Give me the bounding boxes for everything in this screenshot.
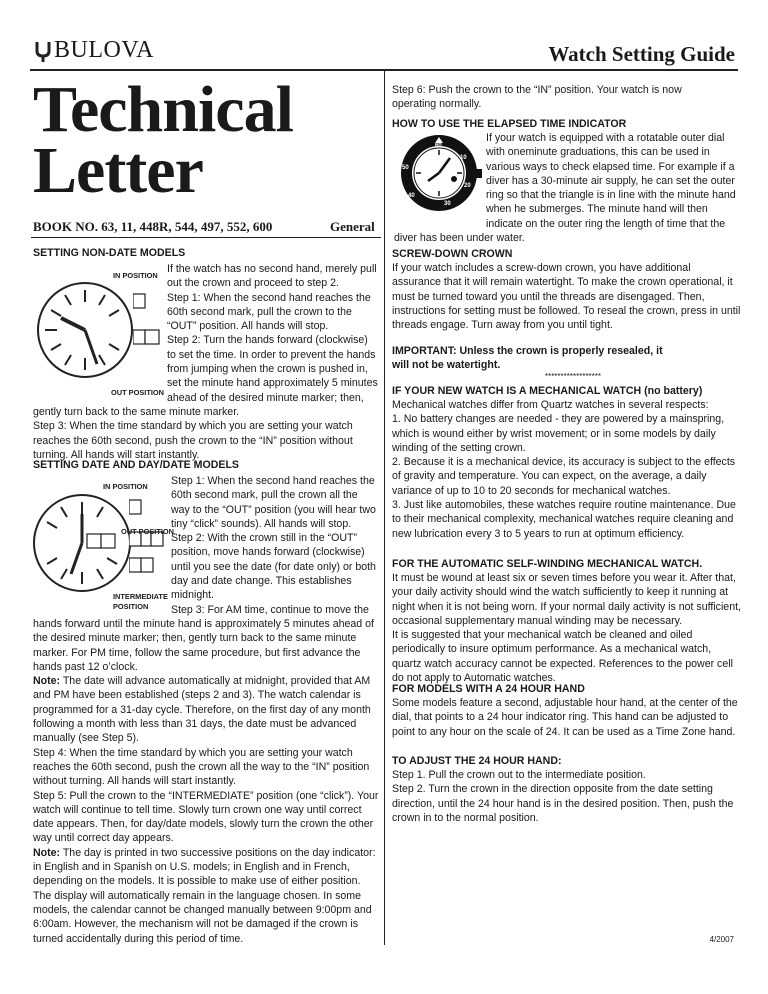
nondate-intro: If the watch has no second hand, merely pull out the crown and proceed to step 2. [167, 263, 377, 290]
category-label: General [330, 219, 375, 234]
date-note-2-text: The day is printed in two successive positions on the day indicator: in English and in Spanish on U.S. models; in English and in French, depending on the models. It is possible to make use of either position. The display will automatically remain in the language chosen. In some models, the calendar cannot be changed manually between 9:00pm and 6:00am. However, the mechanism will not be damaged if the crown is turned accidentally during this period of time. [33, 846, 376, 945]
date-heading: SETTING DATE AND DAY/DATE MODELS [33, 459, 239, 471]
elapsed-figure [392, 131, 486, 221]
hand24-section [392, 682, 742, 739]
date-inter-label-1: INTERMEDIATE [113, 592, 168, 601]
screw-heading: SCREW-DOWN CROWN [392, 248, 513, 260]
elapsed-text: If your watch is equipped with a rotatable outer dial with oneminute graduations, this can be used in various ways to check elapsed time. For example if a diver has a 30-minute air supply, he can set the outer ring so that the triangle is in line with the minute hand when he submerges. The minute hand will then indicate on the outer ring the length of time that the diver has been under water. [394, 132, 736, 245]
bezel-number-50: 50 [402, 165, 409, 171]
nondate-out-label: OUT POSITION [111, 388, 164, 397]
adjust-heading: TO ADJUST THE 24 HOUR HAND: [392, 755, 562, 767]
bezel-number-20: 20 [464, 183, 471, 189]
screw-text: If your watch includes a screw-down crown, you have additional assurance that it will remain watertight. To make the crown operational, it must be turned toward you until the threads are disengaged. Then, instructions for setting must be followed. To reseal the crown, press in until threads engage. Turn away from you until tight. [392, 262, 741, 332]
nondate-step-3: Step 3: When the time standard by which you are setting your watch reaches the 60th second, push the crown to the “IN” position without turning. All hands will start instantly. [33, 420, 353, 461]
nondate-in-label: IN POSITION [113, 271, 158, 280]
date-inter-label-2: POSITION [113, 602, 149, 611]
elapsed-section [392, 117, 740, 245]
date-figure [33, 472, 174, 614]
date-section [33, 458, 379, 946]
bezel-number-60: 60 [435, 143, 442, 149]
step-6: Step 6: Push the crown to the “IN” position. Your watch is now operating normally. [392, 84, 682, 111]
elapsed-heading: HOW TO USE THE ELAPSED TIME INDICATOR [392, 118, 627, 130]
date-crown-diagram [129, 496, 169, 576]
bezel-number-40: 40 [408, 193, 415, 199]
date-step-1: Step 1: When the second hand reaches the 60th second mark, pull the crown all the way to the “OUT” position (you will hear two tiny “click” sounds). All hands will stop. [171, 475, 376, 530]
book-rule [31, 237, 381, 238]
important-line-1: IMPORTANT: Unless the crown is properly resealed, it [392, 345, 663, 357]
masthead-line-1: Technical [33, 73, 293, 146]
technical-letter-masthead [33, 73, 293, 207]
automatic-para-1: It must be wound at least six or seven times before you wear it. After that, your daily activity should wind the watch sufficiently to keep it running at night when it is not being worn. If your normal daily activity is not sufficient, occasional supplementary manual winding may be necessary. [392, 572, 741, 627]
mechanical-section [392, 384, 742, 541]
important-stars: ****************** [544, 372, 602, 381]
date-step-4: Step 4: When the time standard by which you are setting your watch reaches the 60th second, push the crown all the way to the “IN” position without turning. All hands will start instantly. [33, 746, 370, 788]
date-in-label: IN POSITION [103, 482, 148, 491]
hand24-text: Some models feature a second, adjustable hour hand, at the center of the dial, that points to a 24 hour indicator ring. This hand can be adjusted to point to any hour on the scale of 24. It can be used as a Time Zone hand. [392, 697, 738, 738]
bezel-number-10: 10 [460, 155, 467, 161]
date-note-1-label: Note: [33, 675, 61, 688]
adjust-text [392, 768, 742, 825]
footer-date: 4/2007 [709, 935, 734, 944]
mechanical-point-1: 1. No battery changes are needed - they are powered by a mainspring, which is wound either by wrist movement; or in some models by daily winding of the setting crown. [392, 413, 725, 454]
adjust-step-1: Step 1. Pull the crown out to the intermediate position. [392, 769, 646, 781]
date-note-2 [33, 846, 379, 946]
nondate-step-1: Step 1: When the second hand reaches the 60th second mark, pull the crown to the “OUT” position. All hands will stop. [167, 291, 371, 333]
automatic-text [392, 571, 742, 685]
masthead-line-2: Letter [33, 134, 203, 207]
automatic-heading: FOR THE AUTOMATIC SELF-WINDING MECHANICAL WATCH. [392, 558, 703, 570]
date-note-2-label: Note: [33, 846, 61, 859]
nondate-crown-diagram [133, 286, 163, 376]
important-line-2: will not be watertight. [392, 359, 501, 371]
tuning-fork-icon [34, 40, 52, 62]
nondate-watch-face [37, 282, 133, 378]
date-note-1 [33, 674, 379, 745]
nondate-step-2: Step 2: Turn the hands forward (clockwise) to set the time. In order to prevent the hands from jumping when the crown is pushed in, set the minute hand approximately 5 minutes ahead of the desired minute marker; then, gently turn back to the same minute marker. [33, 334, 378, 418]
adjust-section [392, 754, 742, 825]
mechanical-intro: Mechanical watches differ from Quartz watches in several respects: [392, 399, 709, 411]
date-note-1-text: The date will advance automatically at midnight, provided that AM and PM have been established (steps 2 and 3). The watch calendar is programmed for a 31-day cycle. Therefore, on the first day of any month following a month with less than 31 days, the date must be advanced manually (see Step 5). [33, 675, 371, 745]
date-step-2: Step 2: With the crown still in the “OUT” position, move hands forward (clockwise) until you see the date (for date only) or both day and date change. This establishes midnight. [171, 532, 376, 602]
automatic-section [392, 557, 742, 685]
column-divider [384, 71, 385, 945]
guide-title: Watch Setting Guide [548, 42, 735, 66]
nondate-heading: SETTING NON-DATE MODELS [33, 247, 186, 259]
adjust-step-2: Step 2. Turn the crown in the direction opposite from the date setting direction, until the 24 hour hand is in the desired position. Then, push the crown in to the normal position. [392, 783, 734, 824]
mechanical-point-3: 3. Just like automobiles, these watches require routine maintenance. Due to their mechanical complexity, mechanical watches require cleaning and new lubrication every 3 to 5 years to run at optimum efficiency. [392, 499, 736, 540]
mechanical-point-2: 2. Because it is a mechanical device, its accuracy is subject to the effects of gravity and temperature. You can expect, on the average, a daily variance of up to 10 to 20 seconds for mechanical watches. [392, 456, 736, 497]
automatic-para-2: It is suggested that your mechanical watch be cleaned and oiled periodically to insure optimum performance. As a mechanical watch, quartz watch accuracy cannot be expected. References to the power cell do not apply to Automatic watches. [392, 629, 733, 685]
nondate-section [33, 246, 379, 462]
bezel-number-30: 30 [444, 201, 451, 207]
nondate-figure [33, 260, 167, 400]
date-step-5: Step 5: Pull the crown to the “INTERMEDIATE” position (one “click”). Your watch will continue to tell time. Slowly turn crown one way until correct date appears. Then, for day/date models, slowly turn the crown the other way until correct day appears. [33, 789, 379, 845]
important-section [392, 344, 742, 382]
mechanical-heading: IF YOUR NEW WATCH IS A MECHANICAL WATCH (no battery) [392, 385, 703, 397]
date-step-3: Step 3: For AM time, continue to move the hands forward until the minute hand is approximately 5 minutes ahead of the desired minute marker; then, gently turn back to the same minute marker. For PM time, follow the same procedure, but first advance the hands past 12 o’clock. [33, 603, 374, 673]
book-number: BOOK NO. 63, 11, 448R, 544, 497, 552, 600 [33, 219, 273, 234]
brand-name: BULOVA [54, 37, 154, 63]
date-out-label: OUT POSITION [121, 527, 174, 536]
screw-section [392, 247, 742, 332]
hand24-heading: FOR MODELS WITH A 24 HOUR HAND [392, 683, 585, 695]
mechanical-text [392, 398, 742, 541]
date-watch-face [33, 494, 131, 592]
